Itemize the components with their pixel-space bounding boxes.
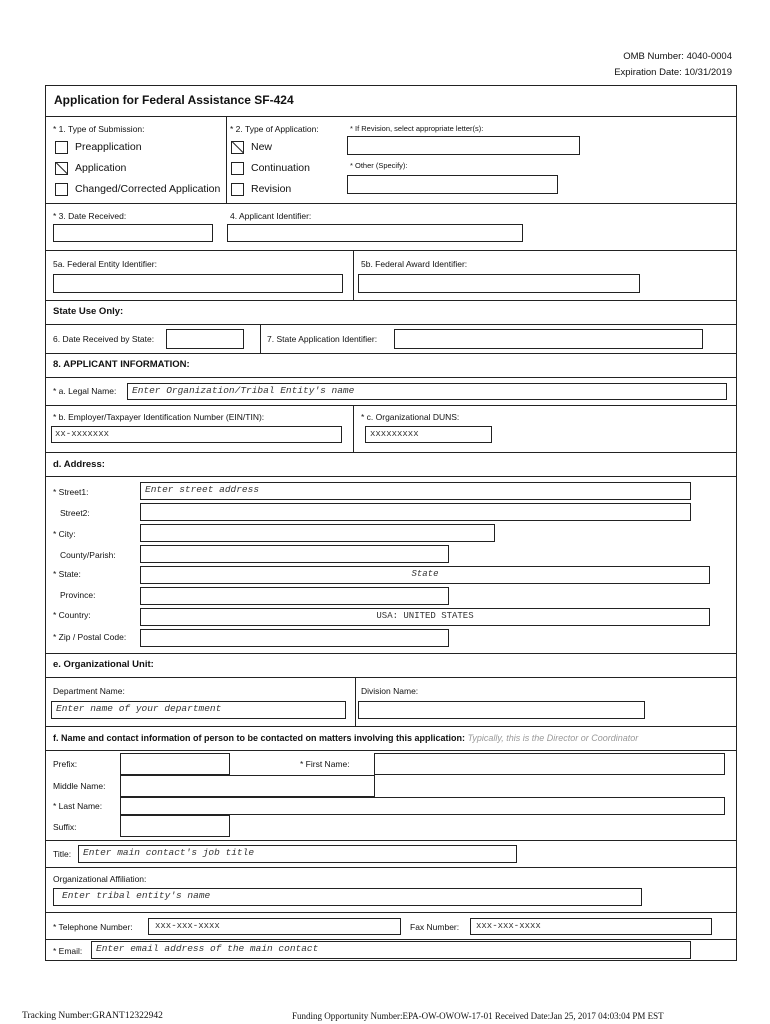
omb-number: OMB Number: 4040-0004 bbox=[623, 51, 732, 62]
funding-opportunity: Funding Opportunity Number:EPA-OW-OWOW-17-01 Received Date:Jan 25, 2017 04:03:04 PM EST bbox=[292, 1011, 664, 1021]
divider bbox=[45, 653, 737, 654]
divider bbox=[45, 405, 737, 406]
continuation-checkbox[interactable] bbox=[231, 162, 244, 175]
legal-name-label: * a. Legal Name: bbox=[53, 386, 117, 396]
email-label: * Email: bbox=[53, 946, 83, 956]
department-input[interactable]: Enter name of your department bbox=[51, 701, 346, 719]
duns-label: * c. Organizational DUNS: bbox=[361, 412, 460, 422]
divider bbox=[226, 116, 227, 203]
middle-name-label: Middle Name: bbox=[53, 781, 106, 791]
street2-input[interactable] bbox=[140, 503, 691, 521]
street1-label: * Street1: bbox=[53, 487, 89, 497]
divider bbox=[45, 250, 737, 251]
preapplication-label: Preapplication bbox=[75, 141, 142, 153]
type-of-submission-label: * 1. Type of Submission: bbox=[53, 124, 145, 134]
changed-corrected-checkbox[interactable] bbox=[55, 183, 68, 196]
expiration-date: Expiration Date: 10/31/2019 bbox=[614, 67, 732, 78]
affiliation-label: Organizational Affiliation: bbox=[53, 874, 147, 884]
divider bbox=[260, 324, 261, 353]
zip-label: * Zip / Postal Code: bbox=[53, 632, 127, 642]
divider bbox=[353, 405, 354, 452]
form-title: Application for Federal Assistance SF-424 bbox=[54, 93, 294, 107]
street2-label: Street2: bbox=[60, 508, 90, 518]
application-label: Application bbox=[75, 162, 127, 174]
city-label: * City: bbox=[53, 529, 76, 539]
revision-letters-input[interactable] bbox=[347, 136, 580, 155]
org-unit-heading: e. Organizational Unit: bbox=[53, 659, 154, 670]
title-input[interactable]: Enter main contact's job title bbox=[78, 845, 517, 863]
fax-input[interactable]: xxx-xxx-xxxx bbox=[470, 918, 712, 935]
federal-entity-input[interactable] bbox=[53, 274, 343, 293]
title-label: Title: bbox=[53, 849, 72, 859]
contact-heading-text: f. Name and contact information of person to be contacted on matters involving this application: bbox=[53, 733, 466, 743]
address-heading: d. Address: bbox=[53, 459, 105, 470]
divider bbox=[45, 750, 737, 751]
divider bbox=[45, 840, 737, 841]
duns-input[interactable]: xxxxxxxxx bbox=[365, 426, 492, 443]
telephone-label: * Telephone Number: bbox=[53, 922, 133, 932]
divider bbox=[355, 677, 356, 726]
federal-award-label: 5b. Federal Award Identifier: bbox=[361, 259, 468, 269]
type-of-application-label: * 2. Type of Application: bbox=[230, 124, 319, 134]
date-received-state-input[interactable] bbox=[166, 329, 244, 349]
tracking-number: Tracking Number:GRANT12322942 bbox=[22, 1011, 163, 1021]
divider bbox=[353, 250, 354, 300]
department-label: Department Name: bbox=[53, 686, 125, 696]
divider bbox=[45, 300, 737, 301]
fax-label: Fax Number: bbox=[410, 922, 460, 932]
revision-letters-label: * If Revision, select appropriate letter(s): bbox=[350, 124, 484, 133]
state-use-only-heading: State Use Only: bbox=[53, 306, 124, 317]
applicant-identifier-input[interactable] bbox=[227, 224, 523, 242]
first-name-input[interactable] bbox=[374, 753, 725, 775]
divider bbox=[45, 452, 737, 453]
divider bbox=[45, 377, 737, 378]
legal-name-input[interactable]: Enter Organization/Tribal Entity's name bbox=[127, 383, 727, 400]
last-name-input[interactable] bbox=[120, 797, 725, 815]
federal-award-input[interactable] bbox=[358, 274, 640, 293]
divider bbox=[45, 867, 737, 868]
other-specify-input[interactable] bbox=[347, 175, 558, 194]
ein-input[interactable]: xx-xxxxxxx bbox=[51, 426, 342, 443]
preapplication-checkbox[interactable] bbox=[55, 141, 68, 154]
divider bbox=[45, 353, 737, 354]
divider bbox=[45, 324, 737, 325]
middle-name-input[interactable] bbox=[120, 775, 375, 797]
county-label: County/Parish: bbox=[60, 550, 116, 560]
country-select[interactable]: USA: UNITED STATES bbox=[140, 608, 710, 626]
last-name-label: * Last Name: bbox=[53, 801, 103, 811]
province-input[interactable] bbox=[140, 587, 449, 605]
applicant-identifier-label: 4. Applicant Identifier: bbox=[230, 211, 312, 221]
revision-checkbox[interactable] bbox=[231, 183, 244, 196]
division-label: Division Name: bbox=[361, 686, 419, 696]
state-app-id-input[interactable] bbox=[394, 329, 703, 349]
divider bbox=[45, 116, 737, 117]
divider bbox=[45, 939, 737, 940]
contact-heading bbox=[53, 732, 638, 744]
street1-input[interactable]: Enter street address bbox=[140, 482, 691, 500]
city-input[interactable] bbox=[140, 524, 495, 542]
state-app-id-label: 7. State Application Identifier: bbox=[267, 334, 378, 344]
changed-corrected-label: Changed/Corrected Application bbox=[75, 183, 221, 195]
prefix-label: Prefix: bbox=[53, 759, 78, 769]
divider bbox=[45, 677, 737, 678]
other-specify-label: * Other (Specify): bbox=[350, 161, 408, 170]
federal-entity-label: 5a. Federal Entity Identifier: bbox=[53, 259, 157, 269]
state-label: * State: bbox=[53, 569, 81, 579]
suffix-input[interactable] bbox=[120, 815, 230, 837]
contact-hint: Typically, this is the Director or Coordinator bbox=[467, 733, 639, 743]
new-checkbox[interactable] bbox=[231, 141, 244, 154]
divider bbox=[45, 476, 737, 477]
suffix-label: Suffix: bbox=[53, 822, 77, 832]
divider bbox=[45, 203, 737, 204]
ein-label: * b. Employer/Taxpayer Identification Number (EIN/TIN): bbox=[53, 412, 265, 422]
state-select[interactable]: State bbox=[140, 566, 710, 584]
zip-input[interactable] bbox=[140, 629, 449, 647]
continuation-label: Continuation bbox=[251, 162, 310, 174]
affiliation-input[interactable]: Enter tribal entity's name bbox=[53, 888, 642, 906]
date-received-label: * 3. Date Received: bbox=[53, 211, 127, 221]
revision-label: Revision bbox=[251, 183, 292, 195]
date-received-state-label: 6. Date Received by State: bbox=[53, 334, 155, 344]
divider bbox=[45, 912, 737, 913]
divider bbox=[45, 726, 737, 727]
county-input[interactable] bbox=[140, 545, 449, 563]
email-input[interactable]: Enter email address of the main contact bbox=[91, 941, 691, 959]
country-label: * Country: bbox=[53, 610, 91, 620]
date-received-input[interactable] bbox=[53, 224, 213, 242]
division-input[interactable] bbox=[358, 701, 645, 719]
new-label: New bbox=[251, 141, 273, 153]
prefix-input[interactable] bbox=[120, 753, 230, 775]
province-label: Province: bbox=[60, 590, 96, 600]
telephone-input[interactable]: xxx-xxx-xxxx bbox=[148, 918, 401, 935]
application-checkbox[interactable] bbox=[55, 162, 68, 175]
first-name-label: * First Name: bbox=[300, 759, 350, 769]
applicant-info-heading: 8. APPLICANT INFORMATION: bbox=[53, 359, 190, 370]
